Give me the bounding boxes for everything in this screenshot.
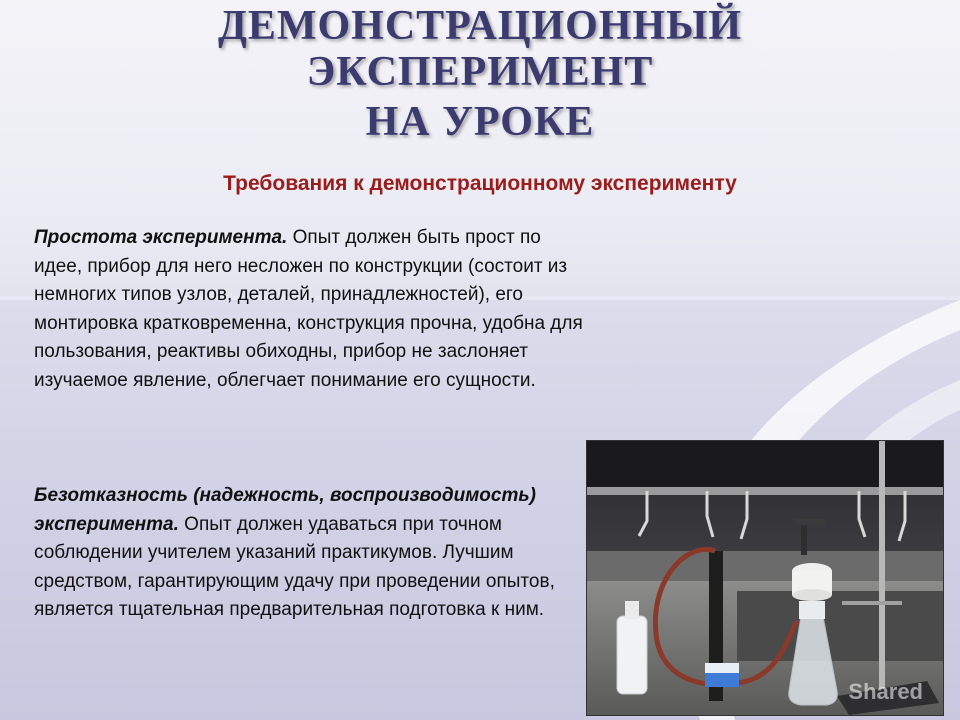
title-line-2: ЭКСПЕРИМЕНТ [306, 49, 654, 95]
paragraph-lead: Простота эксперимента. [34, 227, 288, 248]
subtitle: Требования к демонстрационному эксперименту [223, 172, 737, 195]
paragraph-body: Опыт должен удаваться при точном соблюдении учителем указаний практикумов. Лучшим средством, гарантирующим удачу при проведении опытов, является тщательная предварительная подготовка к ним. [34, 513, 555, 621]
lab-photo-illustration [587, 441, 943, 715]
title-line-1: ДЕМОНСТРАЦИОННЫЙ [217, 3, 743, 49]
title-line-3: НА УРОКЕ [365, 99, 595, 145]
paragraph-reliability [34, 482, 594, 625]
paragraph-simplicity [34, 224, 594, 396]
watermark-text: Shared [848, 679, 923, 704]
lab-photo [586, 440, 944, 716]
paragraph-body: Опыт должен быть прост по идее, прибор для него несложен по конструкции (состоит из немногих типов узлов, деталей, принадлежностей), его монтировка кратковременна, конструкция прочна, удобна для пользования, реактивы обиходны, прибор не заслоняет изучаемое явление, облегчает понимание его сущности. [34, 227, 583, 391]
paragraph-lead: Безотказность (надежность, воспроизводимость) эксперимента. [34, 485, 536, 535]
